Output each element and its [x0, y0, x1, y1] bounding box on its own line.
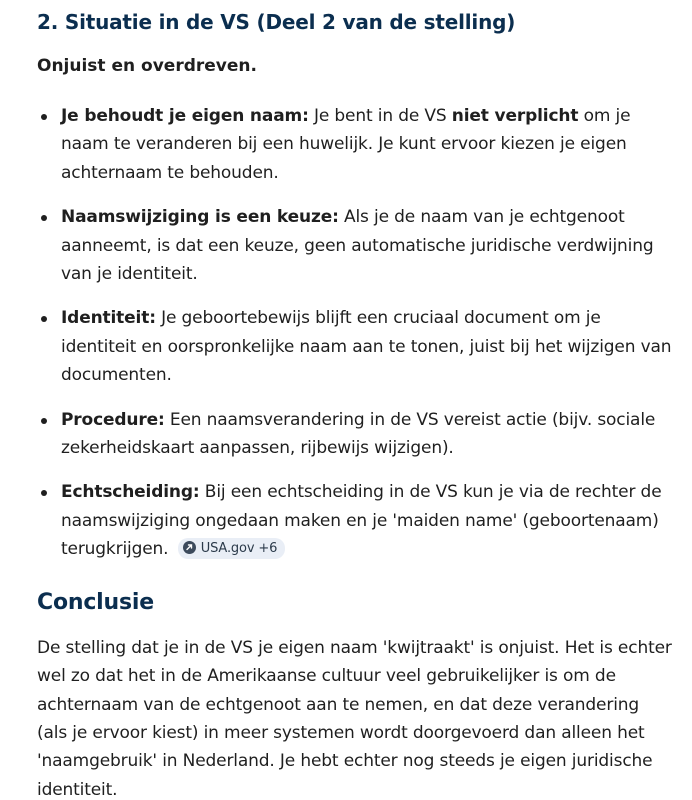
bullet-text: Een naamsverandering in de VS vereist actie (bijv. sociale zekerheidskaart aanpassen, rijbewijs wijzigen).: [61, 409, 656, 459]
bullet-label: Naamswijziging is een keuze:: [61, 207, 339, 228]
bullet-text: Je bent in de VS: [308, 106, 452, 126]
bullet-list: [37, 102, 672, 564]
bullet-emphasis: niet verplicht: [451, 106, 579, 126]
list-item: [37, 203, 672, 288]
bullet-text: Bij een echtscheiding in de VS kun je via de rechter de naamswijziging ongedaan maken en je 'maiden name' (geboortenaam) terugkrijgen.: [61, 482, 662, 560]
verdict-text: Onjuist en overdreven.: [37, 56, 257, 76]
bullet-dot: [41, 418, 47, 424]
list-item: [37, 478, 672, 563]
bullet-label: Procedure:: [61, 409, 165, 430]
list-item: [37, 304, 672, 389]
bullet-label: Je behoudt je eigen naam:: [61, 106, 309, 126]
conclusion-heading: Conclusie: [37, 589, 154, 615]
bullet-dot: [41, 215, 47, 221]
bullet-text: om je naam te veranderen bij een huwelijk. Je kunt ervoor kiezen je eigen achternaam te behouden.: [61, 106, 631, 183]
bullet-label: Echtscheiding:: [61, 482, 200, 503]
conclusion-text: De stelling dat je in de VS je eigen naam 'kwijtraakt' is onjuist. Het is echter wel zo dat het in de Amerikaanse cultuur veel gebruikelijker is om de achternaam van de echtgenoot aan te nemen, en dat deze verandering (als je ervoor kiest) in meer systemen wordt doorgevoerd dan alleen het 'naamgebruik' in Nederland. Je hebt echter nog steeds je eigen juridische identiteit.: [37, 637, 672, 800]
bullet-text: Als je de naam van je echtgenoot aanneemt, is dat een keuze, geen automatische juridische verdwijning van je identiteit.: [61, 207, 654, 285]
bullet-dot: [41, 114, 47, 120]
source-link-icon: [183, 541, 196, 554]
section-heading: 2. Situatie in de VS (Deel 2 van de stelling): [37, 10, 516, 34]
bullet-dot: [41, 490, 47, 496]
bullet-label: Identiteit:: [61, 308, 156, 329]
source-chip-label: USA.gov +6: [200, 541, 278, 557]
bullet-text: Je geboortebewijs blijft een cruciaal document om je identiteit en oorspronkelijke naam aan te tonen, juist bij het wijzigen van documenten.: [61, 308, 672, 386]
list-item: [37, 102, 672, 187]
source-chip[interactable]: [178, 538, 286, 559]
list-item: [37, 406, 672, 463]
bullet-dot: [41, 316, 47, 322]
